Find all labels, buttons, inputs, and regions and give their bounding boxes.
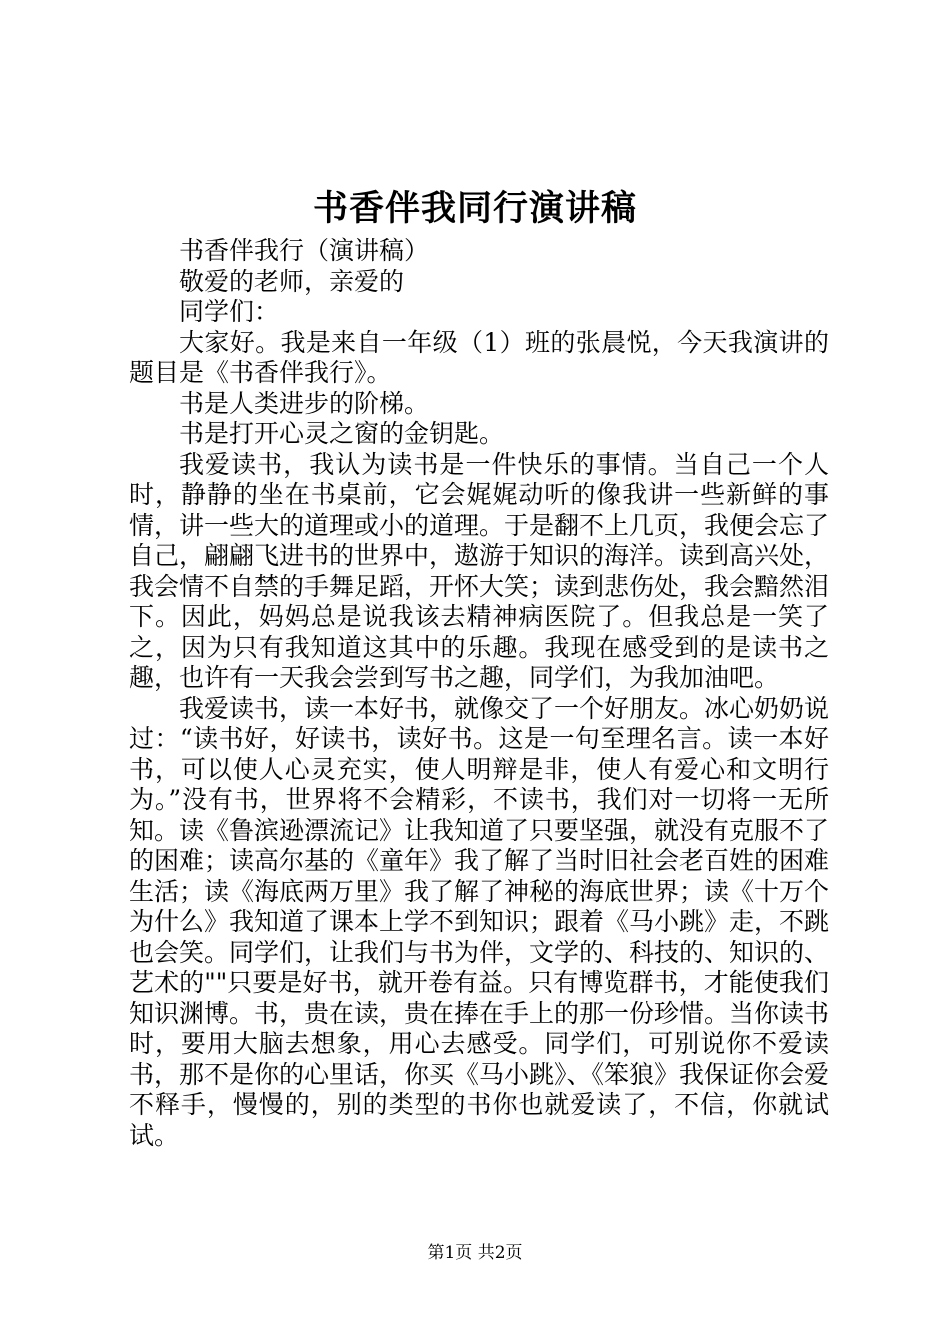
document-body (129, 236, 829, 1151)
paragraph-salutation-1: 敬爱的老师，亲爱的 (179, 266, 405, 296)
paragraph-body-1: 我爱读书，我认为读书是一件快乐的事情。当自己一个人时，静静的坐在书桌前，它会娓娓动听的像我讲一些新鲜的事情，讲一些大的道理或小的道理。于是翻不上几页，我便会忘了自己，翩翩飞进书的世界中，遨游于知识的海洋。读到高兴处，我会情不自禁的手舞足蹈，开怀大笑；读到悲伤处，我会黯然泪下。因此，妈妈总是说我该去精神病医院了。但我总是一笑了之，因为只有我知道这其中的乐趣。我现在感受到的是读书之趣，也许有一天我会尝到写书之趣，同学们，为我加油吧。 (129, 449, 830, 692)
paragraph-greeting: 大家好。我是来自一年级（1）班的张晨悦，今天我演讲的题目是《书香伴我行》。 (129, 327, 829, 387)
page-footer: 第1页 共2页 (427, 1243, 523, 1263)
paragraph-body-2: 我爱读书，读一本好书，就像交了一个好朋友。冰心奶奶说过：“读书好，好读书，读好书。这是一句至理名言。读一本好书，可以使人心灵充实，使人明辩是非，使人有爱心和文明行为。”没有书，世界将不会精彩，不读书，我们对一切将一无所知。读《鲁滨逊漂流记》让我知道了只要坚强，就没有克服不了的困难；读高尔基的《童年》我了解了当时旧社会老百姓的困难生活；读《海底两万里》我了解了神秘的海底世界；读《十万个为什么》我知道了课本上学不到知识；跟着《马小跳》走，不跳也会笑。同学们，让我们与书为伴，文学的、科技的、知识的、艺术的""只要是好书，就开卷有益。只有博览群书，才能使我们知识渊博。书，贵在读，贵在捧在手上的那一份珍惜。当你读书时，要用大脑去想象，用心去感受。同学们，可别说你不爱读书，那不是你的心里话，你买《马小跳》、《笨狼》我保证你会爱不释手，慢慢的，别的类型的书你也就爱读了，不信，你就试试。 (129, 693, 830, 1150)
paragraph-heading: 书香伴我行（演讲稿） (179, 236, 430, 265)
paragraph-salutation-2: 同学们： (179, 297, 280, 326)
document-title: 书香伴我同行演讲稿 (312, 188, 637, 229)
paragraph-quote-1: 书是人类进步的阶梯。 (179, 388, 430, 418)
paragraph-quote-2: 书是打开心灵之窗的金钥匙。 (179, 419, 505, 448)
